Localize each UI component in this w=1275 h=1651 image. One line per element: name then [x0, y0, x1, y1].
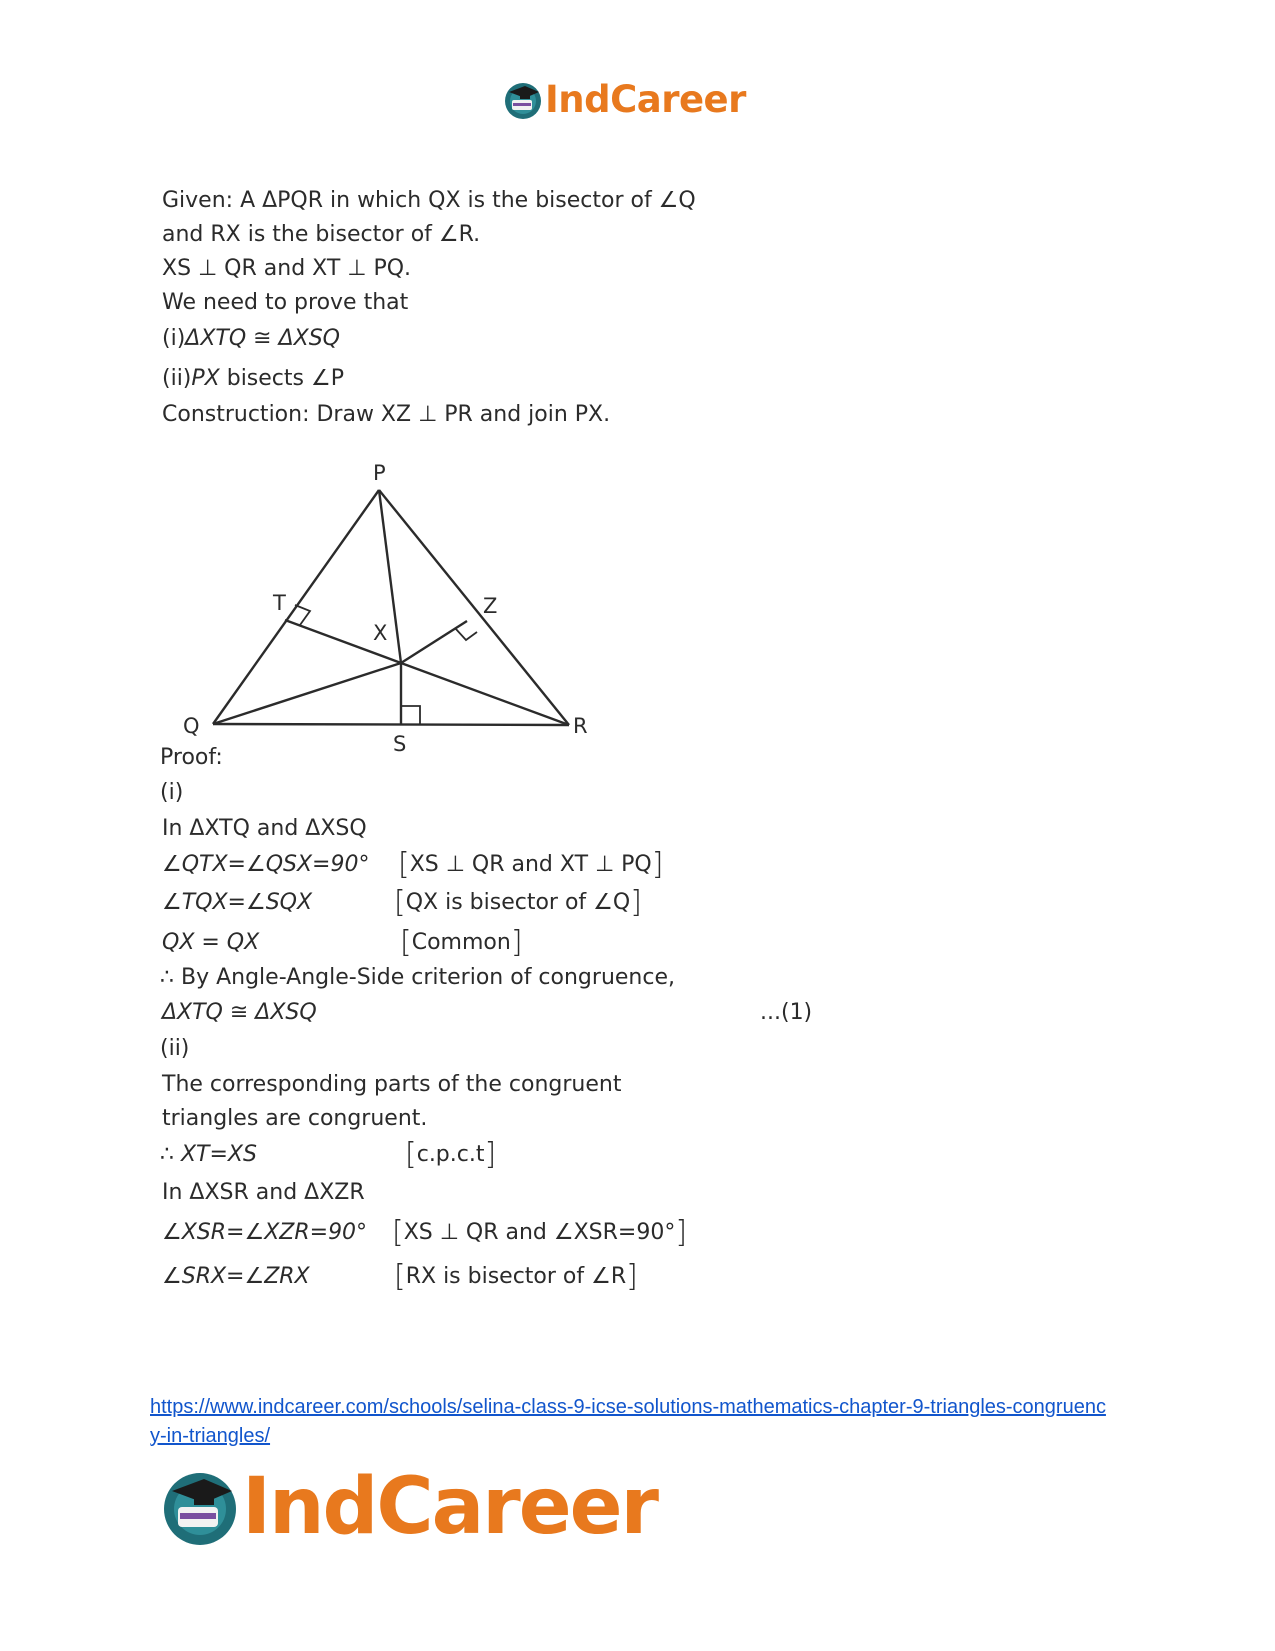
construction-line: Construction: Draw XZ ⊥ PR and join PX. — [162, 402, 611, 427]
r5-stmt: ∠XSR=∠XZR=90° — [162, 1220, 368, 1245]
side-qr — [213, 724, 569, 725]
r2-stmt: ∠TQX=∠SQX — [162, 890, 313, 915]
cpct-line-1: The corresponding parts of the congruent — [162, 1072, 622, 1097]
r4-stmt: ∴ XT=XS — [160, 1142, 257, 1167]
segment-xz — [401, 621, 467, 663]
proof-by-criterion: ∴ By Angle-Angle-Side criterion of congruence, — [160, 965, 675, 990]
logo-wordmark: IndCareer — [242, 1462, 657, 1552]
r3-stmt: QX = QX — [162, 930, 260, 955]
proof-row-3-statement — [162, 930, 259, 956]
to-prove-1 — [162, 326, 340, 352]
proof-row-5-reason: [XS ⊥ QR and ∠XSR=90°] — [392, 1215, 688, 1250]
to-prove-1-label: (i) — [162, 326, 186, 351]
label-r: R — [573, 714, 588, 738]
right-angle-mark-z — [455, 628, 477, 640]
r1-stmt: ∠QTX=∠QSX=90° — [162, 852, 370, 877]
label-p: P — [373, 461, 386, 485]
r6-stmt: ∠SRX=∠ZRX — [162, 1264, 310, 1289]
cpct-line-2: triangles are congruent. — [162, 1106, 428, 1131]
label-s: S — [393, 732, 407, 756]
proof-row-5-statement — [162, 1220, 367, 1246]
proof-in-2: In ΔXSR and ΔXZR — [162, 1180, 365, 1205]
given-line-2: and RX is the bisector of ∠R. — [162, 222, 481, 247]
given-line-3: XS ⊥ QR and XT ⊥ PQ. — [162, 256, 412, 281]
logo-wordmark: IndCareer — [545, 78, 746, 121]
to-prove-2-statement: bisects ∠P — [219, 366, 344, 391]
to-prove-2-label: (ii) — [162, 366, 192, 391]
proof-title: Proof: — [160, 745, 223, 770]
header-logo — [503, 78, 746, 121]
conclusion-stmt: ΔXTQ ≅ ΔXSQ — [162, 1000, 317, 1025]
proof-row-2-statement — [162, 890, 312, 916]
given-line-4: We need to prove that — [162, 290, 409, 315]
proof-row-3-reason: [Common] — [400, 925, 523, 960]
right-angle-mark-t — [295, 605, 310, 625]
r3-reason: Common — [411, 930, 511, 955]
r4-reason: c.p.c.t — [416, 1142, 485, 1167]
proof-row-2-reason: [QX is bisector of ∠Q] — [394, 885, 642, 920]
proof-row-4-statement — [160, 1142, 257, 1168]
proof-in-1: In ΔXTQ and ΔXSQ — [162, 816, 367, 841]
to-prove-1-statement: ΔXTQ ≅ ΔXSQ — [185, 326, 340, 351]
r6-reason: RX is bisector of ∠R — [405, 1264, 627, 1289]
footer-logo — [160, 1462, 657, 1552]
proof-row-6-reason: [RX is bisector of ∠R] — [394, 1259, 638, 1294]
segment-qx — [213, 663, 401, 724]
label-z: Z — [483, 594, 498, 618]
graduation-cap-globe-icon — [160, 1467, 240, 1547]
proof-row-1-statement — [162, 852, 370, 878]
graduation-cap-globe-icon — [503, 80, 543, 120]
given-line-1: Given: A ΔPQR in which QX is the bisector of ∠Q — [162, 188, 696, 213]
proof-part-1: (i) — [160, 780, 184, 805]
r1-reason: XS ⊥ QR and XT ⊥ PQ — [409, 852, 652, 877]
label-q: Q — [183, 714, 200, 738]
triangle-figure — [170, 450, 620, 760]
proof-conclusion — [162, 1000, 317, 1026]
side-pq — [213, 490, 379, 724]
source-url-link[interactable]: https://www.indcareer.com/schools/selina-class-9-icse-solutions-mathematics-chapter-9-triangles-congruency-in-triangles/ — [150, 1396, 1106, 1447]
r5-reason: XS ⊥ QR and ∠XSR=90° — [403, 1220, 676, 1245]
label-x: X — [373, 621, 388, 645]
label-t: T — [273, 591, 286, 615]
to-prove-2 — [162, 366, 344, 392]
r2-reason: QX is bisector of ∠Q — [405, 890, 631, 915]
proof-row-6-statement — [162, 1264, 310, 1290]
equation-number-1: ...(1) — [760, 1000, 813, 1025]
proof-row-4-reason: [c.p.c.t] — [405, 1137, 497, 1172]
to-prove-2-subject: PX — [191, 366, 220, 391]
right-angle-mark-s — [401, 706, 420, 724]
proof-row-1-reason: [XS ⊥ QR and XT ⊥ PQ] — [398, 847, 664, 882]
proof-part-2: (ii) — [160, 1036, 190, 1061]
